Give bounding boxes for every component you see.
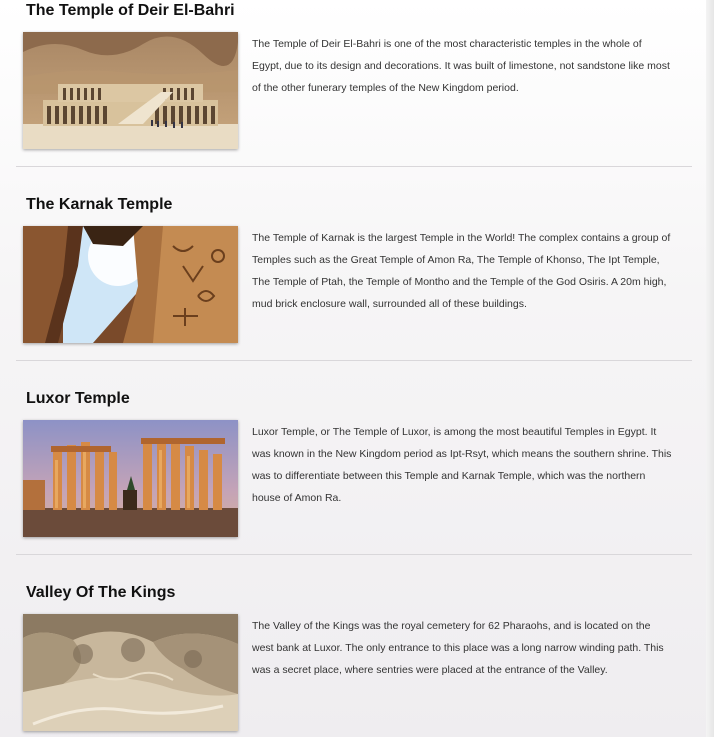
page-scroll-edge	[706, 0, 714, 737]
section-title: The Karnak Temple	[26, 196, 173, 213]
section-title: Valley Of The Kings	[26, 584, 176, 601]
temple-section-karnak	[16, 194, 692, 360]
section-description: The Temple of Karnak is the largest Temple in the World! The complex contains a group of Temples such as the Great Temple of Amon Ra, The Temple of Khonso, The Ipt Temple, The Temple of Ptah, the Temple of Montho and the Temple of the God Osiris. A 20m high, mud brick enclosure wall, surrounded all of these buildings.	[252, 232, 671, 310]
section-description: Luxor Temple, or The Temple of Luxor, is among the most beautiful Temples in Egypt. It was known in the New Kingdom period as Ipt-Rsyt, which means the southern shrine. This was to differentiate between this Temple and Karnak Temple, which was the northern house of Amon Ra.	[252, 426, 672, 504]
karnak-columns-photo[interactable]	[23, 226, 238, 343]
section-description: The Valley of the Kings was the royal cemetery for 62 Pharaohs, and is located on the west bank at Luxor. The only entrance to this place was a long narrow winding path. This was a secret place, where sentries were placed at the entrance of the Valley.	[252, 620, 664, 676]
valley-of-kings-photo[interactable]	[23, 614, 238, 731]
section-title: Luxor Temple	[26, 390, 130, 407]
temple-section-luxor	[16, 388, 692, 554]
section-title: The Temple of Deir El-Bahri	[26, 2, 235, 19]
section-description: The Temple of Deir El-Bahri is one of the most characteristic temples in the whole of Egypt, due to its design and decorations. It was built of limestone, not sandstone like most of the other funerary temples of the New Kingdom period.	[252, 38, 670, 94]
section-divider	[16, 554, 692, 555]
temple-section-valley-of-kings	[16, 582, 692, 737]
temple-section-deir-el-bahri	[16, 0, 692, 166]
deir-el-bahri-photo[interactable]	[23, 32, 238, 149]
luxor-temple-night-photo[interactable]	[23, 420, 238, 537]
section-divider	[16, 166, 692, 167]
section-divider	[16, 360, 692, 361]
